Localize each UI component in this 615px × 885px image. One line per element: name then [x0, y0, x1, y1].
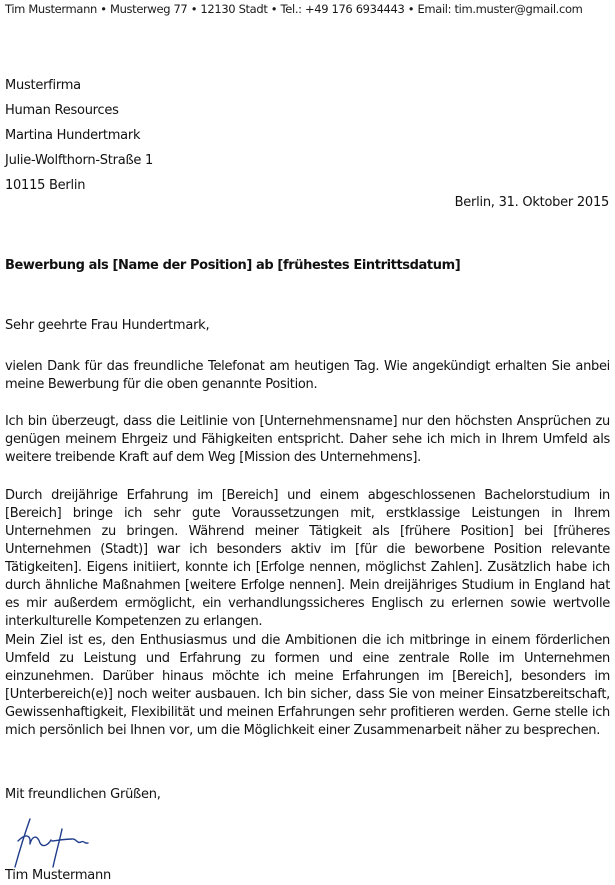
recipient-company: Musterfirma — [5, 78, 81, 93]
handwritten-signature — [4, 815, 114, 873]
letter-date: Berlin, 31. Oktober 2015 — [454, 195, 609, 210]
body-paragraph: Durch dreijährige Erfahrung im [Bereich] und einem abgeschlossenen Bachelorstudium in [Bereich] bringe ich sehr gute Voraussetzungen mit, erstklassige Leistungen in Ihrem Unternehmen zu bringen. Während meiner Tätigkeit als [frühere Position] bei [früheres Unternehmen (Stadt)] war ich besonders aktiv im [für die beworbene Position relevante Tätigkeiten]. Eigens initiiert, konnte ich [Erfolge nennen, möglichst Zahlen]. Zusätzlich habe ich durch ähnliche Maßnahmen [weitere Erfolge nennen]. Mein dreijähriges Studium in England hat es mir außerdem ermöglicht, ein verhandlungssicheres Englisch zu erlernen sowie wertvolle interkulturelle Kompetenzen zu erlangen. — [5, 488, 610, 629]
recipient-address-block — [5, 73, 153, 198]
body-paragraph: Mein Ziel ist es, den Enthusiasmus und die Ambitionen die ich mitbringe in einem förderlichen Umfeld zu Leistung und Erfahrung zu formen und eine zentrale Rolle im Unternehmen einzunehmen. Darüber hinaus möchte ich meine Erfahrungen im [Bereich], besonders im [Unterbereich(e)] noch weiter ausbauen. Ich bin sicher, dass Sie von meiner Einsatzbereitschaft, Gewissenhaftigkeit, Flexibilität und meinen Erfahrungen sehr profitieren werden. Gerne stelle ich mich persönlich bei Ihnen vor, um die Möglichkeit einer Zusammenarbeit näher zu besprechen. — [5, 633, 610, 738]
salutation: Sehr geehrte Frau Hundertmark, — [5, 318, 210, 333]
body-paragraph: Ich bin überzeugt, dass die Leitlinie von [Unternehmensname] nur den höchsten Ansprüchen zu genügen meinem Ehrgeiz und Fähigkeiten entspricht. Daher sehe ich mich in Ihrem Umfeld als weitere treibende Kraft auf dem Weg [Mission des Unternehmens]. — [5, 414, 610, 465]
signature-stroke — [15, 819, 88, 867]
recipient-name: Martina Hundertmark — [5, 128, 141, 143]
letter-subject: Bewerbung als [Name der Position] ab [frühestes Eintrittsdatum] — [5, 258, 461, 273]
recipient-city: 10115 Berlin — [5, 178, 86, 193]
closing-phrase: Mit freundlichen Grüßen, — [5, 787, 161, 802]
recipient-street: Julie-Wolfthorn-Straße 1 — [5, 153, 154, 168]
signer-name: Tim Mustermann — [5, 868, 111, 883]
body-paragraph: vielen Dank für das freundliche Telefonat am heutigen Tag. Wie angekündigt erhalten Sie anbei meine Bewerbung für die oben genannte Position. — [5, 359, 610, 392]
sender-address-line: Tim Mustermann • Musterweg 77 • 12130 Stadt • Tel.: +49 176 6934443 • Email: tim.muster@gmail.com — [5, 2, 583, 16]
recipient-department: Human Resources — [5, 103, 119, 118]
